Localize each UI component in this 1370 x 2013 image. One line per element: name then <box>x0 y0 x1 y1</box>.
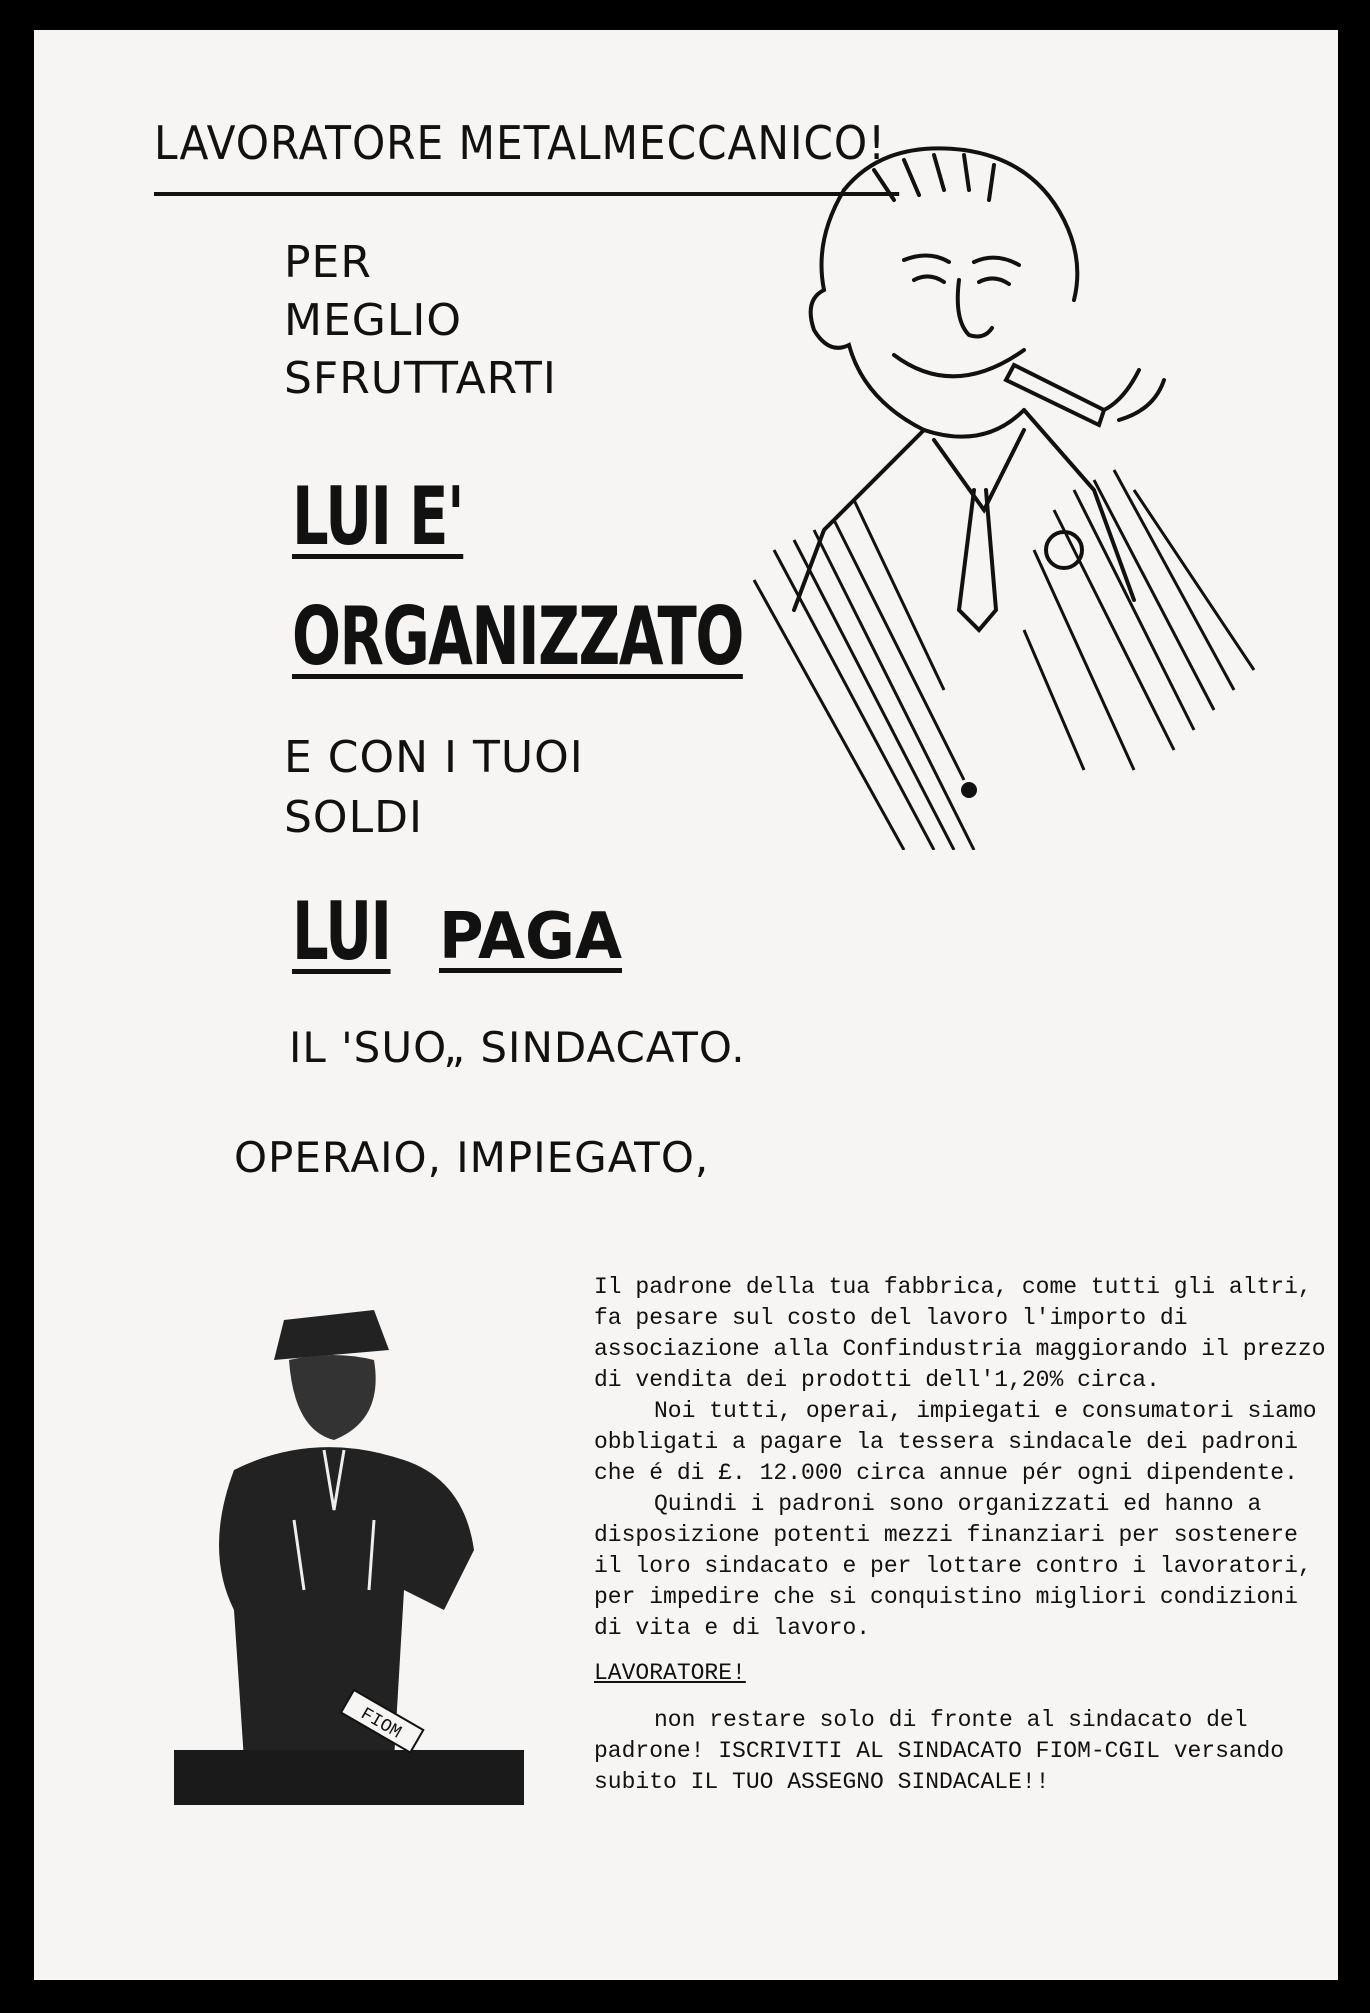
big-lui-e: LUI E' <box>292 470 464 563</box>
callout-lavoratore: LAVORATORE! <box>594 1660 746 1686</box>
headline: LAVORATORE METALMECCANICO! <box>154 116 899 196</box>
left-line-soldi: SOLDI <box>284 792 423 843</box>
left-line-meglio: MEGLIO <box>284 295 462 346</box>
boss-cartoon-illustration <box>734 130 1294 850</box>
body-paragraph-3: Quindi i padroni sono organizzati ed hanno a disposizione potenti mezzi finanziari per sostenere il loro sindacato e per lottare contro i lavoratori, per impedire che si conquistino migliori condizioni di vita e di lavoro. <box>594 1491 1312 1641</box>
lapel-flower-icon <box>1046 532 1082 568</box>
body-text-block <box>594 1272 1334 1798</box>
leaflet-sheet <box>34 30 1338 1980</box>
big-lui: LUI <box>292 885 391 978</box>
left-line-e-con-i-tuoi: E CON I TUOI <box>284 732 584 783</box>
jacket-button-icon <box>961 782 977 798</box>
body-paragraph-1: Il padrone della tua fabbrica, come tutti gli altri, fa pesare sul costo del lavoro l'importo di associazione alla Confindustria maggiorando il prezzo di vendita dei prodotti dell'1,20% circa. <box>594 1274 1326 1393</box>
big-paga: PAGA <box>439 900 622 974</box>
worker-illustration <box>174 1290 534 1810</box>
worker-badge-text: FIOM <box>356 1704 405 1744</box>
body-paragraph-2: Noi tutti, operai, impiegati e consumatori siamo obbligati a pagare la tessera sindacale dei padroni che é di £. 12.000 circa annue pér ogni dipendente. <box>594 1398 1317 1486</box>
left-line-sfruttarti: SFRUTTARTI <box>284 353 557 404</box>
address-line: OPERAIO, IMPIEGATO, <box>234 1133 710 1182</box>
left-line-per: PER <box>284 237 372 288</box>
big-organizzato: ORGANIZZATO <box>292 590 743 683</box>
il-suo-sindacato: IL 'SUO„ SINDACATO. <box>289 1023 746 1072</box>
body-paragraph-4: non restare solo di fronte al sindacato del padrone! ISCRIVITI AL SINDACATO FIOM-CGIL versando subito IL TUO ASSEGNO SINDACALE!! <box>594 1707 1285 1795</box>
